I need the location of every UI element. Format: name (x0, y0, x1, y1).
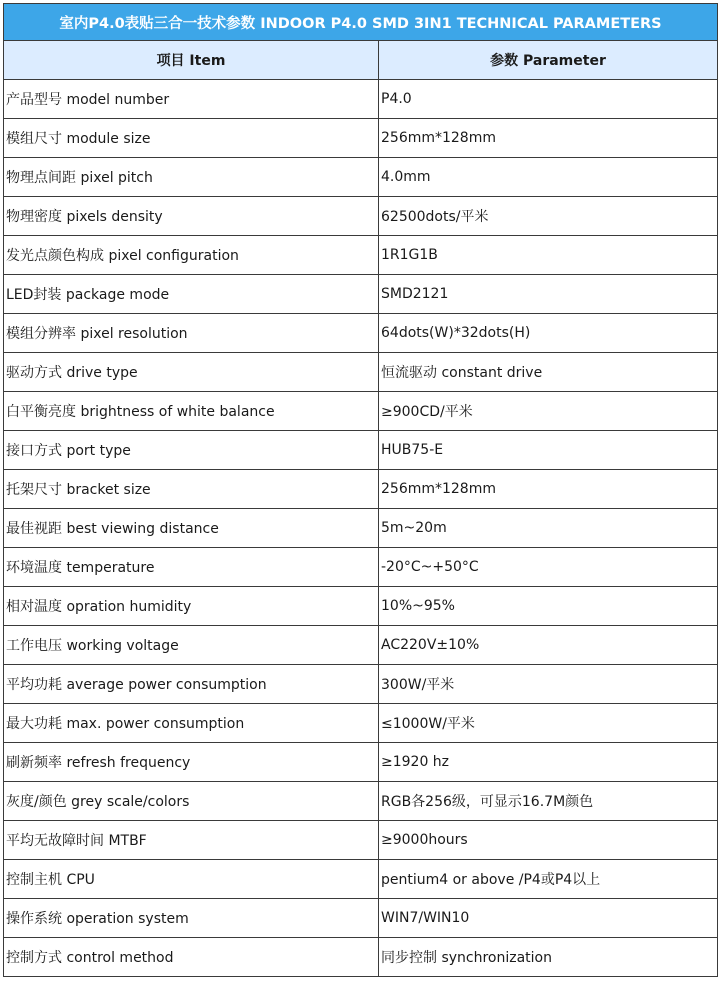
row-item-cell: 产品型号 model number (4, 80, 379, 119)
row-value-cell: 256mm*128mm (379, 470, 718, 509)
table-row (4, 743, 718, 782)
row-value-cell: 300W/平米 (379, 665, 718, 704)
table-row (4, 665, 718, 704)
table-row (4, 236, 718, 275)
header-parameter: 参数 Parameter (379, 41, 718, 80)
row-item-cell: 工作电压 working voltage (4, 626, 379, 665)
row-item-cell: 白平衡亮度 brightness of white balance (4, 392, 379, 431)
table-row (4, 275, 718, 314)
row-value-cell: 62500dots/平米 (379, 197, 718, 236)
row-item-cell: LED封装 package mode (4, 275, 379, 314)
row-item-cell: 相对温度 opration humidity (4, 587, 379, 626)
table-row (4, 587, 718, 626)
row-value-cell: HUB75-E (379, 431, 718, 470)
row-item-cell: 模组分辨率 pixel resolution (4, 314, 379, 353)
row-value-cell: 64dots(W)*32dots(H) (379, 314, 718, 353)
table-row (4, 509, 718, 548)
row-value-cell: 同步控制 synchronization (379, 938, 718, 977)
table-row (4, 782, 718, 821)
table-row (4, 860, 718, 899)
row-value-cell: 恒流驱动 constant drive (379, 353, 718, 392)
row-value-cell: RGB各256级，可显示16.7M颜色 (379, 782, 718, 821)
row-item-cell: 控制方式 control method (4, 938, 379, 977)
row-item-cell: 控制主机 CPU (4, 860, 379, 899)
row-value-cell: SMD2121 (379, 275, 718, 314)
table-row (4, 353, 718, 392)
table-row (4, 314, 718, 353)
row-value-cell: ≤1000W/平米 (379, 704, 718, 743)
table-row (4, 392, 718, 431)
row-value-cell: ≥9000hours (379, 821, 718, 860)
table-row (4, 704, 718, 743)
title-row (4, 4, 718, 41)
row-value-cell: 4.0mm (379, 158, 718, 197)
table-title: 室内P4.0表贴三合一技术参数 INDOOR P4.0 SMD 3IN1 TECHNICAL PARAMETERS (4, 4, 718, 41)
table-row (4, 821, 718, 860)
table-row (4, 938, 718, 977)
row-item-cell: 模组尺寸 module size (4, 119, 379, 158)
header-row (4, 41, 718, 80)
table-row (4, 626, 718, 665)
row-item-cell: 最佳视距 best viewing distance (4, 509, 379, 548)
row-item-cell: 接口方式 port type (4, 431, 379, 470)
row-item-cell: 发光点颜色构成 pixel configuration (4, 236, 379, 275)
row-value-cell: ≥1920 hz (379, 743, 718, 782)
row-item-cell: 平均无故障时间 MTBF (4, 821, 379, 860)
row-value-cell: 10%~95% (379, 587, 718, 626)
row-item-cell: 驱动方式 drive type (4, 353, 379, 392)
row-item-cell: 托架尺寸 bracket size (4, 470, 379, 509)
row-value-cell: pentium4 or above /P4或P4以上 (379, 860, 718, 899)
table-row (4, 431, 718, 470)
row-item-cell: 灰度/颜色 grey scale/colors (4, 782, 379, 821)
row-value-cell: 256mm*128mm (379, 119, 718, 158)
spec-table (3, 3, 718, 977)
row-item-cell: 最大功耗 max. power consumption (4, 704, 379, 743)
table-row (4, 197, 718, 236)
table-row (4, 158, 718, 197)
row-item-cell: 物理点间距 pixel pitch (4, 158, 379, 197)
spec-body (4, 80, 718, 977)
row-value-cell: WIN7/WIN10 (379, 899, 718, 938)
table-row (4, 80, 718, 119)
table-row (4, 119, 718, 158)
row-value-cell: P4.0 (379, 80, 718, 119)
row-value-cell: AC220V±10% (379, 626, 718, 665)
row-value-cell: 5m~20m (379, 509, 718, 548)
row-item-cell: 物理密度 pixels density (4, 197, 379, 236)
row-item-cell: 平均功耗 average power consumption (4, 665, 379, 704)
table-row (4, 470, 718, 509)
row-item-cell: 刷新频率 refresh frequency (4, 743, 379, 782)
row-item-cell: 操作系统 operation system (4, 899, 379, 938)
table-row (4, 899, 718, 938)
table-row (4, 548, 718, 587)
header-item: 项目 Item (4, 41, 379, 80)
row-value-cell: 1R1G1B (379, 236, 718, 275)
row-value-cell: ≥900CD/平米 (379, 392, 718, 431)
row-value-cell: -20°C~+50°C (379, 548, 718, 587)
row-item-cell: 环境温度 temperature (4, 548, 379, 587)
